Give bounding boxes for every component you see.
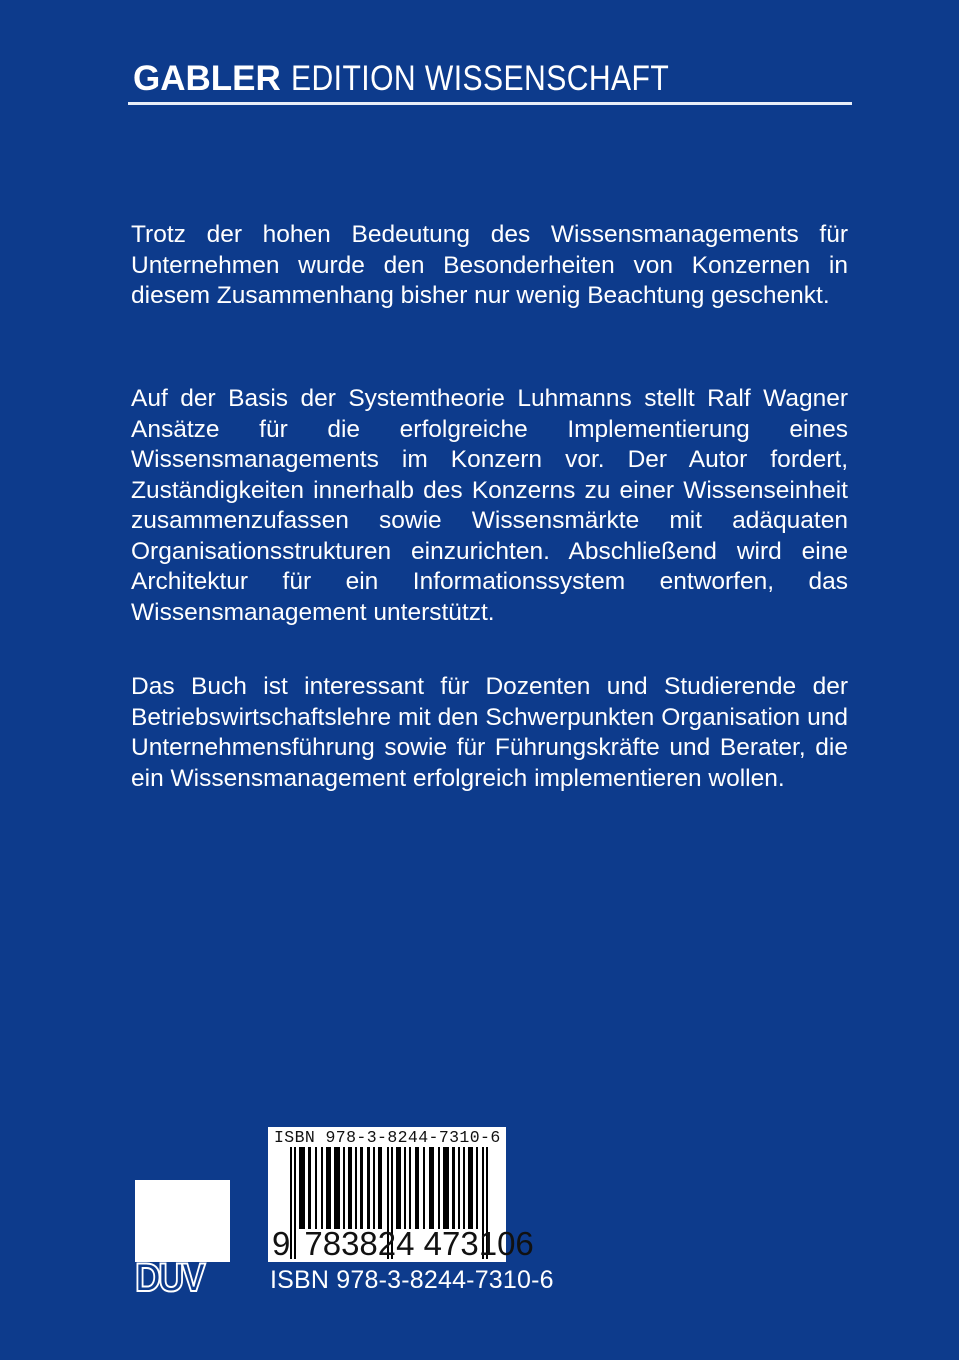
barcode-digit-first: 9 xyxy=(272,1225,291,1262)
blurb-text: Das Buch ist interessant für Dozenten und Studierende der Betriebswirtschaftslehre mit den Schwerpunkten Organisation und Unternehmensführung sowie für Führungskräfte und Berater, die ein Wissensmanagement erfolgreich implementieren wollen. xyxy=(131,673,848,792)
title-divider xyxy=(128,102,852,105)
logo-text: DUV xyxy=(135,1256,203,1300)
blurb-text: Trotz der hohen Bedeutung des Wissensmanagements für Unternehmen wurde den Besonderheiten von Konzernen in diesem Zusammenhang bisher nur wenig Beachtung geschenkt. xyxy=(131,221,848,309)
logo-square xyxy=(135,1180,230,1262)
barcode-digits-left: 783824 xyxy=(304,1225,415,1262)
blurb-paragraph-2 xyxy=(131,384,848,628)
blurb-paragraph-3 xyxy=(131,672,848,794)
barcode-digits xyxy=(272,1227,534,1261)
barcode-isbn-label: ISBN 978-3-8244-7310-6 xyxy=(274,1128,501,1147)
barcode xyxy=(268,1127,534,1262)
publisher-logo xyxy=(135,1180,235,1298)
isbn-label: ISBN 978-3-8244-7310-6 xyxy=(270,1266,554,1294)
series-brand: GABLER xyxy=(133,59,281,98)
series-name: EDITION WISSENSCHAFT xyxy=(291,59,670,98)
blurb-text: Auf der Basis der Systemtheorie Luhmanns stellt Ralf Wagner Ansätze für die erfolgreiche Implementierung eines Wissensmanagements im Konzern vor. Der Autor fordert, Zuständigkeiten innerhalb des Konzerns zu einer Wissenseinheit zusammenzufassen sowie Wissensmärkte mit adäquaten Organisationsstrukturen einzurichten. Abschließend wird eine Architektur für ein Informationssystem entworfen, das Wissensmanagement unterstützt. xyxy=(131,385,848,626)
blurb-paragraph-1 xyxy=(131,220,848,312)
series-title xyxy=(133,58,731,100)
barcode-digits-right: 473106 xyxy=(423,1225,534,1262)
